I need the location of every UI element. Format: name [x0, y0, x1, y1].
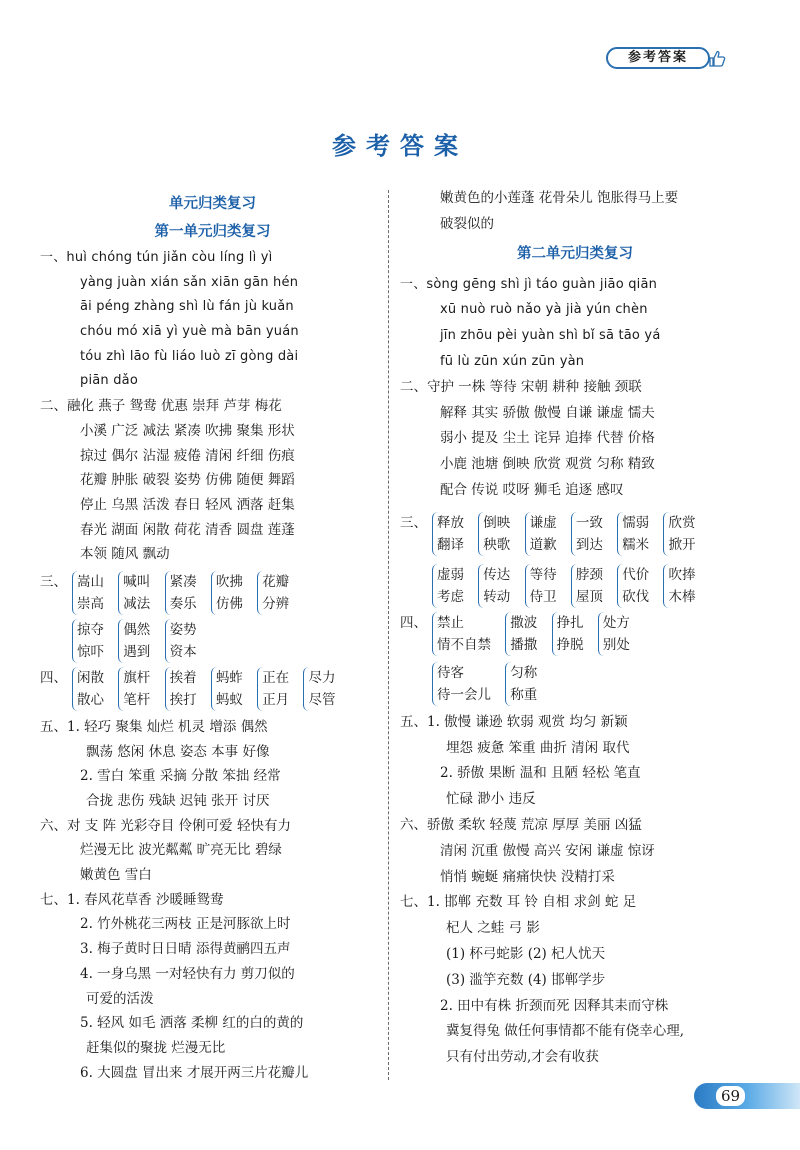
text-line: jīn zhōu pèi yuàn shì bǐ sā tāo yá — [440, 328, 661, 344]
text-line: 嫩黄色的小莲蓬 花骨朵儿 饱胀得马上要 — [440, 190, 679, 206]
text-line: 2. 竹外桃花三两枝 正是河豚欲上时 — [80, 916, 291, 933]
word-pair: 挣扎 挣脱 — [552, 612, 584, 656]
q5-words — [400, 710, 750, 813]
text-line: xū nuò ruò nǎo yà jià yún chèn — [440, 302, 648, 318]
text-line: 飘荡 悠闲 休息 姿态 本事 好像 — [86, 743, 270, 760]
text-line: 七、1. 邯郸 充数 耳 铃 自相 求剑 蛇 足 — [400, 894, 637, 911]
text-line: 一、sòng gēng shì jì táo guàn jiāo qiān — [400, 276, 658, 292]
text-line: 六、对 支 阵 光彩夺目 伶俐可爱 轻快有力 — [40, 817, 291, 834]
text-line: 小溪 广泛 减法 紧凑 吹拂 聚集 形状 — [80, 422, 295, 439]
text-line: 烂漫无比 波光粼粼 旷亮无比 碧绿 — [80, 842, 282, 859]
word-pair: 正在 正月 — [257, 667, 289, 711]
text-line: 小鹿 池塘 倒映 欣赏 观赏 匀称 精致 — [440, 456, 655, 473]
word-pair: 花瓣 分辨 — [257, 571, 289, 615]
text-line: 只有付出劳动,才会有收获 — [446, 1049, 599, 1066]
word-pair: 吹拂 仿佛 — [211, 571, 243, 615]
text-line: 2. 骄傲 果断 温和 且陋 轻松 笔直 — [440, 765, 641, 782]
q4-groups — [400, 612, 750, 706]
text-line: (1) 杯弓蛇影 (2) 杞人忧天 — [446, 945, 606, 962]
text-line: 停止 乌黑 活泼 春日 轻风 洒落 赶集 — [80, 496, 295, 513]
text-line: 五、1. 轻巧 聚集 灿烂 机灵 增添 偶然 — [40, 718, 268, 735]
text-line: fū lù zūn xún zūn yàn — [440, 353, 585, 369]
q2-words — [40, 394, 385, 567]
column-divider — [388, 190, 389, 1080]
q1-pinyin — [40, 246, 385, 394]
word-pair: 旗杆 笔杆 — [118, 667, 150, 711]
word-pair: 代价 砍伐 — [617, 564, 649, 608]
word-pair: 传达 转动 — [478, 564, 510, 608]
q3-label: 三、 — [40, 573, 67, 590]
word-pair: 处方 别处 — [598, 612, 630, 656]
word-pair: 禁止 情不自禁 — [432, 612, 491, 656]
text-line: 掠过 偶尔 沾湿 疲倦 清闲 纤细 伤痕 — [80, 447, 295, 464]
q7-answers — [400, 890, 750, 1071]
q1-pinyin — [400, 272, 750, 375]
q3-groups — [400, 512, 750, 608]
text-line: 悄悄 蜿蜒 痛痛快快 没精打采 — [440, 868, 615, 885]
text-line: 6. 大圆盘 冒出来 才展开两三片花瓣儿 — [80, 1064, 309, 1081]
text-line: (3) 滥竽充数 (4) 邯郸学步 — [446, 971, 606, 988]
word-pair: 吹捧 木棒 — [663, 564, 695, 608]
q4-label: 四、 — [40, 669, 67, 686]
text-line: tóu zhì lāo fù liáo luò zī gòng dài — [80, 348, 299, 364]
text-line: 破裂似的 — [440, 215, 494, 232]
page-number: 69 — [716, 1086, 745, 1106]
header-answer-tag: 参考答案 — [606, 47, 710, 69]
q6-words — [400, 813, 750, 890]
q4-groups — [40, 667, 385, 711]
text-line: 埋怨 疲惫 笨重 曲折 清闲 取代 — [446, 739, 630, 756]
text-line: 花瓣 肿胀 破裂 姿势 仿佛 随便 舞蹈 — [80, 472, 295, 489]
text-line: 2. 田中有株 折颈而死 因释其耒而守株 — [440, 997, 669, 1014]
page-title: 参考答案 — [332, 132, 468, 160]
word-pair: 等待 侍卫 — [525, 564, 557, 608]
word-pair: 谦虚 道歉 — [525, 512, 557, 556]
thumbs-up-hand-icon — [707, 49, 727, 69]
text-line: 解释 其实 骄傲 傲慢 自谦 谦虚 懦夫 — [440, 404, 655, 421]
text-line: 一、huì chóng tún jiǎn còu líng lì yì — [40, 250, 273, 265]
word-pair: 脖颈 屋顶 — [571, 564, 603, 608]
word-pair: 闲散 散心 — [72, 667, 104, 711]
text-line: 本领 随风 飘动 — [80, 546, 170, 563]
word-pair: 尽力 尽管 — [303, 667, 335, 711]
q3-groups — [40, 571, 385, 663]
word-pair: 释放 翻译 — [432, 512, 464, 556]
text-line: 5. 轻风 如毛 洒落 柔柳 红的白的黄的 — [80, 1015, 304, 1032]
word-pair: 待客 待一会儿 — [432, 662, 491, 706]
text-line: 六、骄傲 柔软 轻蔑 荒凉 厚厚 美丽 凶猛 — [400, 816, 642, 833]
text-line: 3. 梅子黄时日日晴 添得黄鹂四五声 — [80, 941, 291, 958]
word-pair: 欣赏 掀开 — [663, 512, 695, 556]
text-line: yàng juàn xián sǎn xiān gān hén — [80, 274, 299, 290]
word-pair: 一致 到达 — [571, 512, 603, 556]
text-line: chóu mó xiā yì yuè mà bān yuán — [80, 324, 299, 340]
q5-words — [40, 715, 385, 814]
text-line: 嫩黄色 雪白 — [80, 867, 152, 884]
word-pair: 紧凑 奏乐 — [165, 571, 197, 615]
text-line: 二、融化 燕子 鸳鸯 优惠 崇拜 芦芽 梅花 — [40, 398, 282, 415]
q2-words — [400, 375, 750, 504]
word-pair: 掠夺 惊吓 — [72, 619, 104, 663]
word-pair: 挨着 挨打 — [165, 667, 197, 711]
word-pair: 匀称 称重 — [505, 662, 537, 706]
text-line: 合拢 悲伤 残缺 迟钝 张开 讨厌 — [86, 793, 270, 809]
word-pair: 姿势 资本 — [165, 619, 197, 663]
text-line: 春光 湖面 闲散 荷花 清香 圆盘 莲蓬 — [80, 521, 295, 538]
text-line: 弱小 提及 尘土 诧异 追捧 代替 价格 — [440, 430, 655, 447]
word-pair: 喊叫 减法 — [118, 571, 150, 615]
text-line: 冀复得兔 做任何事情都不能有侥幸心理, — [446, 1023, 685, 1040]
word-pair: 偶然 遇到 — [118, 619, 150, 663]
word-pair: 嵩山 崇高 — [72, 571, 104, 615]
left-column — [40, 190, 385, 1085]
text-line: āi péng zhàng shì lù fán jù kuǎn — [80, 299, 294, 315]
q6-words — [40, 814, 385, 888]
page-number-tab — [694, 1083, 800, 1109]
q3-label: 三、 — [400, 514, 427, 531]
text-line: 清闲 沉重 傲慢 高兴 安闲 谦虚 惊讶 — [440, 842, 655, 859]
text-line: 五、1. 傲慢 谦逊 软弱 观赏 均匀 新颖 — [400, 713, 628, 730]
text-line: 忙碌 渺小 违反 — [446, 791, 536, 808]
word-pair: 虚弱 考虑 — [432, 564, 464, 608]
text-line: 可爱的活泼 — [86, 990, 154, 1007]
text-line: 杞人 之蛙 弓 影 — [446, 920, 540, 937]
q7-answers — [40, 888, 385, 1086]
text-line: 4. 一身乌黑 一对轻快有力 剪刀似的 — [80, 965, 295, 982]
right-column — [400, 186, 750, 1071]
word-pair: 蚂蚱 蚂蚁 — [211, 667, 243, 711]
word-pair: 倒映 秧歌 — [478, 512, 510, 556]
unit-review-title: 单元归类复习 — [169, 196, 256, 212]
q4-label: 四、 — [400, 614, 427, 631]
text-line: 配合 传说 哎呀 狮毛 追逐 感叹 — [440, 481, 624, 498]
word-pair: 懦弱 糯米 — [617, 512, 649, 556]
text-line: 七、1. 春风花草香 沙暖睡鸳鸯 — [40, 891, 224, 908]
text-line: 2. 雪白 笨重 采摘 分散 笨拙 经常 — [80, 768, 281, 785]
unit1-title: 第一单元归类复习 — [154, 224, 271, 240]
text-line: 赶集似的聚拢 烂漫无比 — [86, 1039, 226, 1056]
word-pair: 撒波 播撒 — [505, 612, 537, 656]
text-line: 二、守护 一株 等待 宋朝 耕种 接触 颈联 — [400, 378, 642, 395]
unit2-title: 第二单元归类复习 — [517, 245, 633, 262]
text-line: piān dǎo — [80, 373, 138, 389]
